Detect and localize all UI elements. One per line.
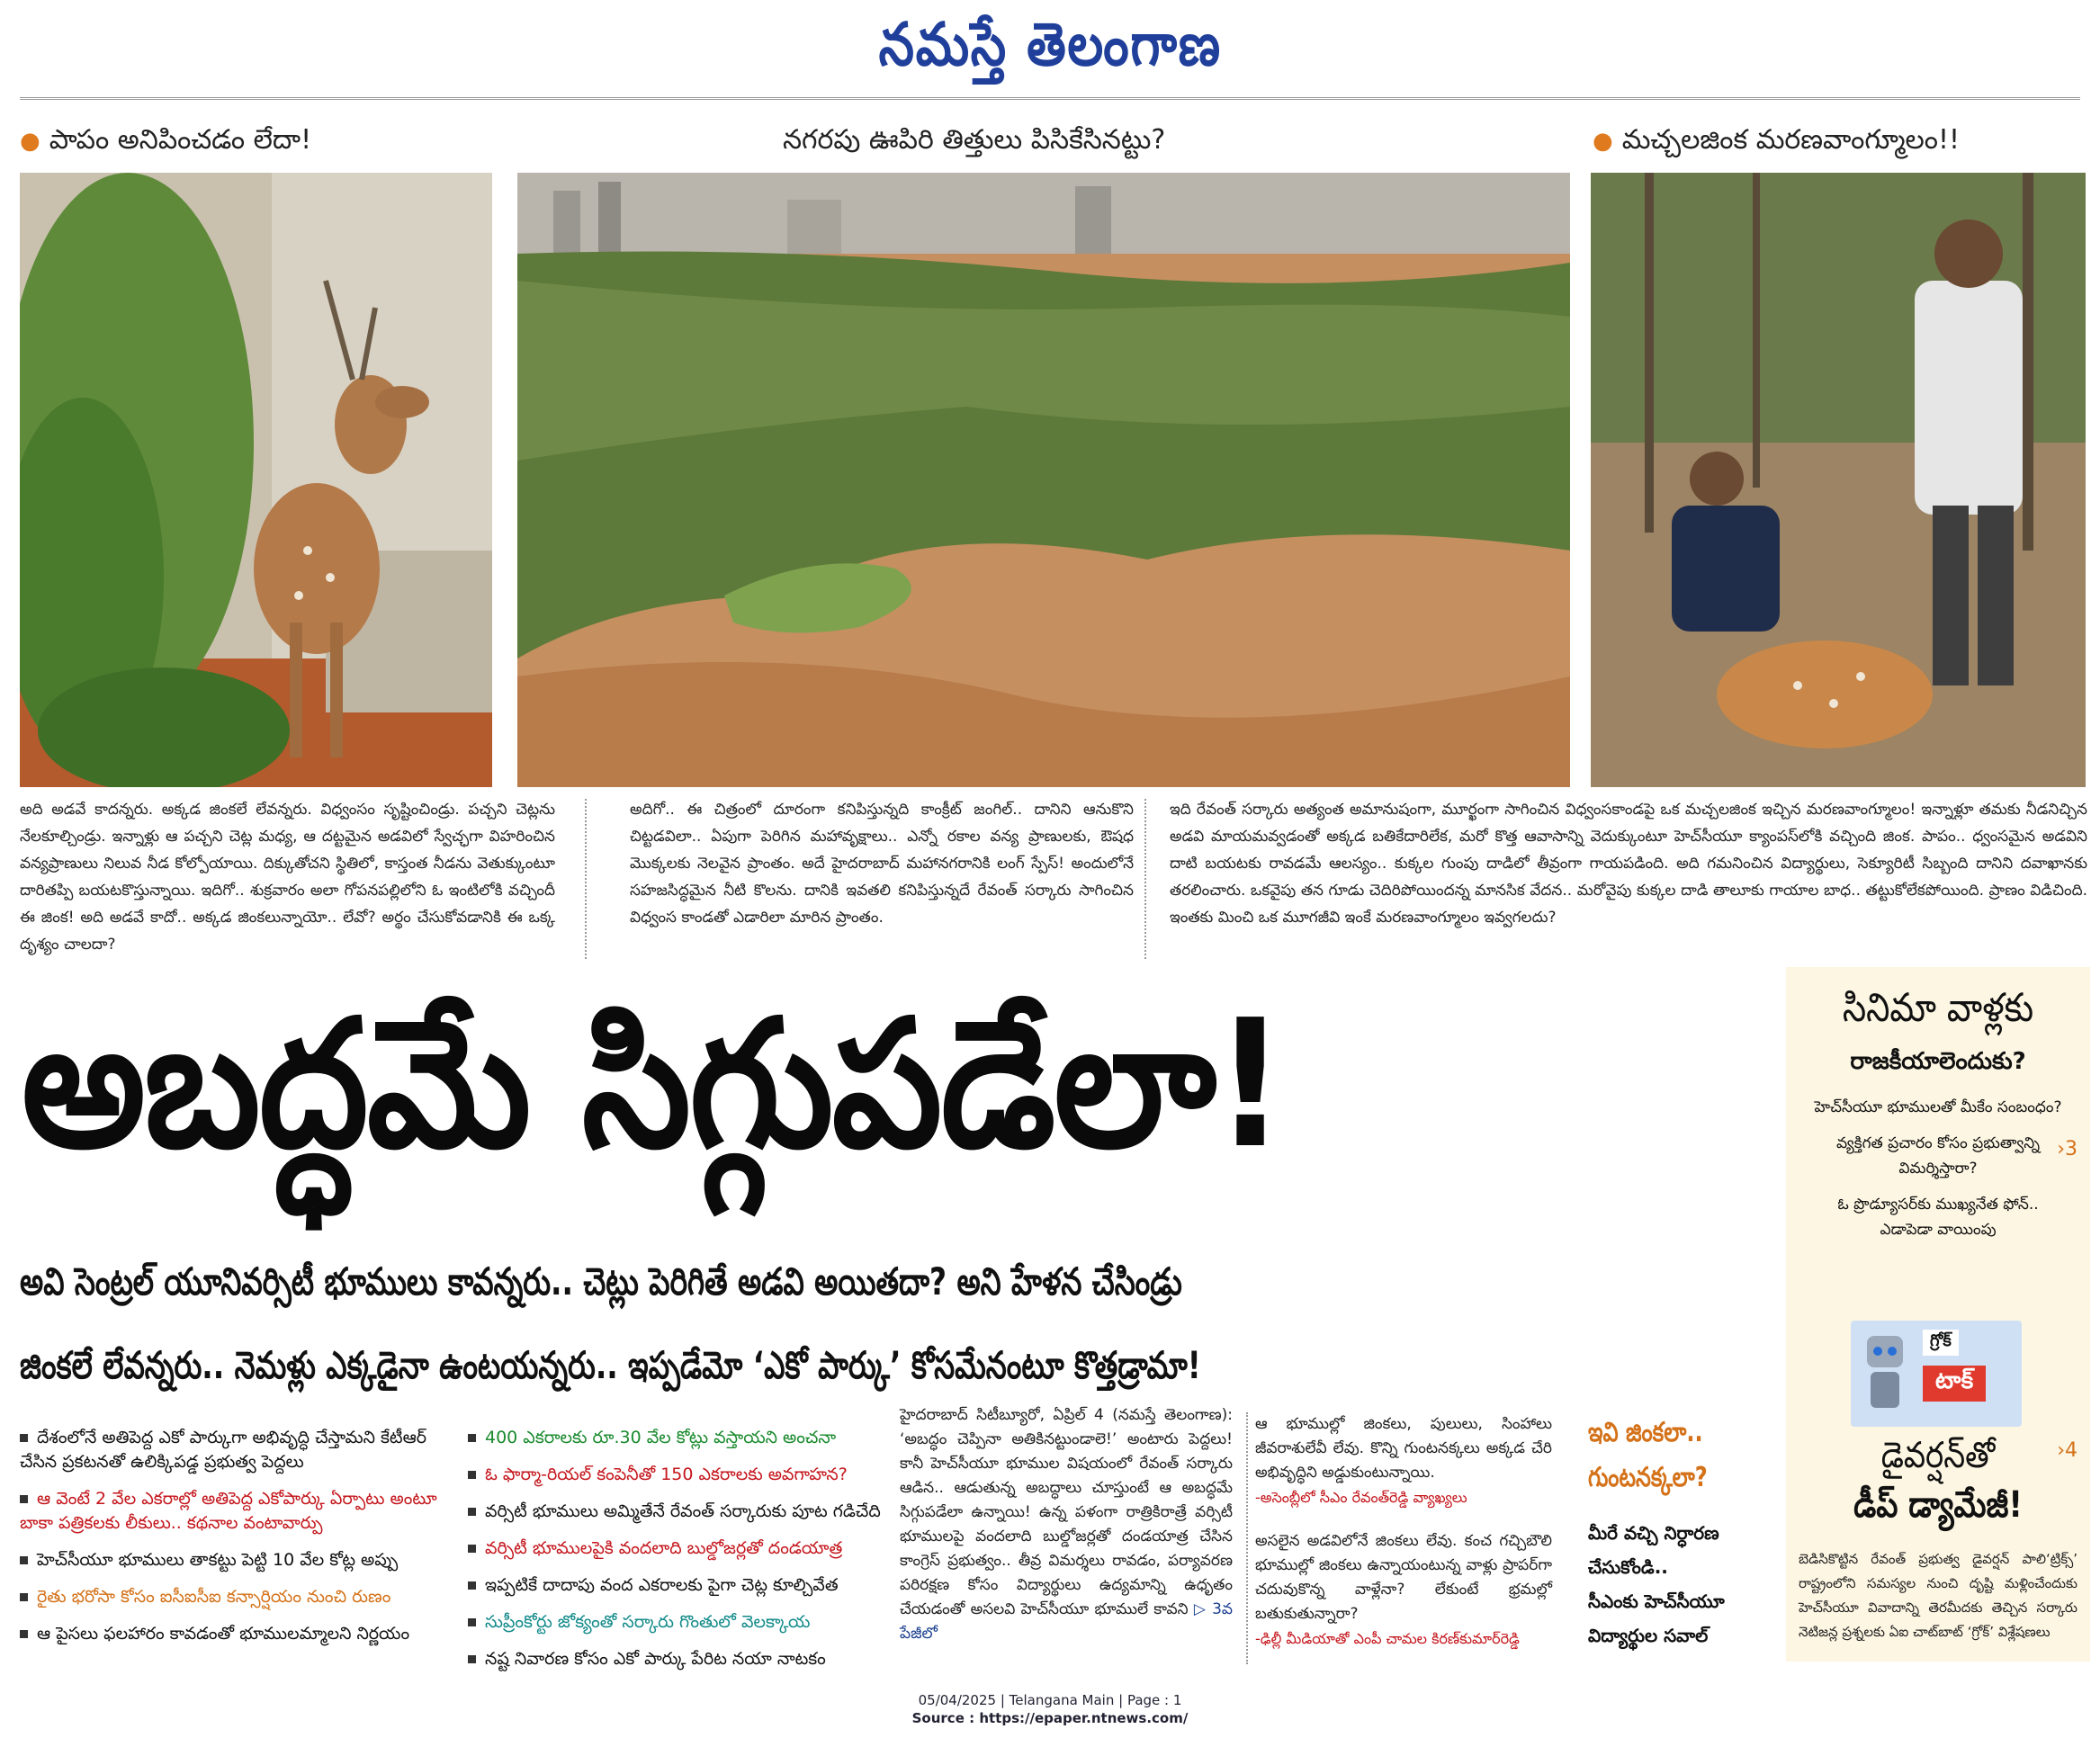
square-bullet-icon bbox=[20, 1495, 28, 1503]
quote-1-attribution: -అసెంబ్లీలో సీఎం రేవంత్‌రెడ్డి వ్యాఖ్యలు bbox=[1255, 1489, 1467, 1506]
right-sidebar bbox=[1786, 967, 2090, 1662]
page-footer bbox=[0, 1691, 2100, 1727]
sidebar-title-2b: డీప్ డ్యామేజీ! bbox=[1853, 1484, 2023, 1526]
quote-2-attribution: -ఢిల్లీ మీడియాతో ఎంపీ చామల కిరణ్‌కుమార్‌రెడ్డి bbox=[1255, 1630, 1520, 1647]
list-item: దేశంలోనే అతిపెద్ద ఎకో పార్కుగా అభివృద్ధి చేస్తామని కేటీఆర్ చేసిన ప్రకటనతో ఉలిక్కిపడ్డ ప్రభుత్వ పెద్దలు bbox=[20, 1428, 427, 1472]
square-bullet-icon bbox=[20, 1630, 28, 1638]
list-item: 400 ఎకరాలకు రూ.30 వేల కోట్లు వస్తాయని అంచనా bbox=[468, 1426, 909, 1450]
photo1-kicker: ● పాపం అనిపించడం లేదా! bbox=[20, 124, 312, 156]
photo3-kicker: ● మచ్చలజింక మరణవాంగ్మూలం!! bbox=[1593, 124, 1961, 156]
sidebar-title-2a: డైవర్షన్‌తో bbox=[1880, 1435, 1996, 1476]
sidebar-item: హెచ్‌సీయూ భూములతో మీకేం సంబంధం? bbox=[1814, 1098, 2062, 1116]
list-item: వర్సిటీ భూములపైకి వందలాది బుల్డోజర్లతో దండయాత్ర bbox=[468, 1536, 909, 1561]
main-headline: అబద్ధమే సిగ్గుపడేలా! bbox=[22, 982, 1285, 1187]
subhead-2: జింకలే లేవన్నరు.. నెమళ్లు ఎక్కడైనా ఉంటయన్నరు.. ఇప్పడేమో ‘ఎకో పార్కు’ కోసమేనంటూ కొత్తడ్రామా! bbox=[20, 1343, 1201, 1387]
square-bullet-icon bbox=[20, 1593, 28, 1601]
sidebar-item: వ్యక్తిగత ప్రచారం కోసం ప్రభుత్వాన్ని విమర్శిస్తారా? bbox=[1836, 1134, 2040, 1178]
column-divider bbox=[1144, 799, 1146, 959]
aerial-forest-photo bbox=[517, 173, 1570, 787]
challenge-box bbox=[1588, 1417, 1772, 1653]
sidebar-title: సినిమా వాళ్లకు bbox=[1842, 985, 2034, 1031]
page-ref-1: ›3 bbox=[2057, 1138, 2078, 1160]
footer-edition: 05/04/2025 | Telangana Main | Page : 1 bbox=[918, 1692, 1182, 1708]
square-bullet-icon bbox=[468, 1508, 476, 1516]
bullet-list-mid bbox=[468, 1426, 909, 1684]
square-bullet-icon bbox=[20, 1556, 28, 1564]
square-bullet-icon bbox=[468, 1581, 476, 1590]
box-text: మీరే వచ్చి నిర్ధారణ చేసుకోండి.. సీఎంకు హెచ్‌సీయూ విద్యార్థుల సవాల్ bbox=[1588, 1522, 1725, 1646]
list-item: ఆ పైసలు ఫలహారం కావడంతో భూములమ్మాలని నిర్ణయం bbox=[20, 1622, 461, 1646]
quote-2: అసలైన అడవిలోనే జింకలు లేవు. కంచ గచ్చిబౌలి భూముల్లో జింకలు ఉన్నాయంటున్న వాళ్లు ప్రాపర్‌గా చదువుకొన్న వాళ్లేనా? లేకుంటే భ్రమల్లో బతుకుతున్నారా? -ఢిల్లీ మీడియాతో ఎంపీ చామల కిరణ్‌కుమార్‌రెడ్డి bbox=[1255, 1529, 1552, 1651]
list-item: హెచ్‌సీయూ భూములు తాకట్టు పెట్టి 10 వేల కోట్ల అప్పు bbox=[20, 1548, 461, 1572]
spotted-deer-photo bbox=[20, 173, 492, 787]
square-bullet-icon bbox=[468, 1434, 476, 1442]
page-ref-2: ›4 bbox=[2057, 1439, 2078, 1462]
injured-deer-photo bbox=[1591, 173, 2086, 787]
square-bullet-icon bbox=[468, 1545, 476, 1553]
column-divider bbox=[1246, 1412, 1248, 1664]
masthead bbox=[0, 0, 2100, 97]
list-item: వర్సిటీ భూములు అమ్మితేనే రేవంత్ సర్కారుకు పూట గడిచేది bbox=[468, 1500, 909, 1524]
list-item: రైతు భరోసా కోసం ఐసీఐసీఐ కన్సార్షియం నుంచి రుణం bbox=[20, 1585, 461, 1609]
grok-talk-badge: గ్రోక్ టాక్ bbox=[1851, 1321, 2022, 1427]
sidebar-subtitle: రాజకీయాలెందుకు? bbox=[1850, 1048, 2026, 1075]
bullet-list-left bbox=[20, 1426, 461, 1659]
newspaper-logo: నమస్తే తెలంగాణ bbox=[878, 9, 1222, 79]
sidebar-body-2: బెడిసికొట్టిన రేవంత్ ప్రభుత్వ డైవర్షన్ పాలి‘ట్రిక్స్’ రాష్ట్రంలోని సమస్యల నుంచి దృష్టి మళ్లించేందుకు హెచ్‌సీయూ వివాదాన్ని తెరమీదకు తెచ్చిన సర్కారు నెటిజన్ల ప్రశ్నలకు ఏఐ చాట్‌బాట్ ‘గ్రోక్’ విశ్లేషణలు bbox=[1799, 1551, 2078, 1640]
list-item: ఆ వెంటే 2 వేల ఎకరాల్లో అతిపెద్ద ఎకోపార్కు ఏర్పాటు అంటూ బాకా పత్రికలకు లీకులు.. కథనాల వంటావార్పు bbox=[20, 1489, 437, 1533]
bullet-dot-icon: ● bbox=[20, 128, 40, 155]
photo1-caption: అది అడవే కాదన్నరు. అక్కడ జింకలే లేవన్నరు. విధ్వంసం సృష్టించిండ్రు. పచ్చని చెట్లను నేలకూల్చిండ్రు. ఇన్నాళ్లు ఆ పచ్చని చెట్ల మధ్య, ఆ దట్టమైన అడవిలో స్వేచ్ఛగా విహరించిన వన్యప్రాణులు నిలువ నీడ కోల్పోయాయి. దిక్కుతోచని స్థితిలో, కాస్తంత నీడను వెతుక్కుంటూ దారితప్పి బయటకొస్తున్నాయి. ఇదిగో.. శుక్రవారం అలా గోపనపల్లిలోని ఓ ఇంటిలోకి వచ్చిందీ ఈ జింక! అది అడవే కాదో.. అక్కడ జింకలున్నాయో.. లేవో? అర్థం చేసుకోవడానికి ఈ ఒక్క దృశ్యం చాలదా? bbox=[20, 801, 555, 954]
masthead-rule bbox=[20, 97, 2080, 100]
square-bullet-icon bbox=[468, 1655, 476, 1663]
bullet-dot-icon: ● bbox=[1593, 128, 1613, 155]
quote-1: ఆ భూముల్లో జింకలు, పులులు, సింహాలు జీవరాశులేవీ లేవు. కొన్ని గుంటనక్కలు అక్కడ చేరి అభివృద్ధిని అడ్డుకుంటున్నాయి. -అసెంబ్లీలో సీఎం రేవంత్‌రెడ్డి వ్యాఖ్యలు bbox=[1255, 1412, 1552, 1510]
robot-icon bbox=[1858, 1331, 1912, 1412]
box-question-1: ఇవి జింకలా.. bbox=[1588, 1417, 1703, 1448]
list-item: ఇప్పటికే దాదాపు వంద ఎకరాలకు పైగా చెట్ల కూల్చివేత bbox=[468, 1573, 909, 1598]
list-item: నష్ట నివారణ కోసం ఎకో పార్కు పేరిట నయా నాటకం bbox=[468, 1647, 909, 1671]
photo2-caption: అదిగో.. ఈ చిత్రంలో దూరంగా కనిపిస్తున్నది కాంక్రీట్ జంగిల్.. దానిని ఆనుకొని చిట్టడవిలా.. ఏపుగా పెరిగిన మహావృక్షాలు.. ఎన్నో రకాల వన్య ప్రాణులకు, ఔషధ మొక్కలకు నెలవైన ప్రాంతం. అదే హైదరాబాద్ మహానగరానికి లంగ్ స్పేస్! అందులోనే సహజసిద్ధమైన నీటి కొలను. దానికి ఇవతలి కనిపిస్తున్నదే రేవంత్ సర్కారు సాగించిన విధ్వంస కాండతో ఎడారిలా మారిన ప్రాంతం. bbox=[630, 801, 1134, 927]
photo2-kicker: నగరపు ఊపిరి తిత్తులు పిసికేసినట్టు? bbox=[783, 124, 1166, 156]
story-body: హైదరాబాద్ సిటీబ్యూరో, ఏప్రిల్ 4 (నమస్తే తెలంగాణ): ‘అబద్ధం చెప్పినా అతికినట్టుండాలె!’ అంటారు పెద్దలు! కానీ హెచ్‌సీయూ భూముల విషయంలో రేవంత్ సర్కారు ఆడిన.. ఆడుతున్న అబద్ధాలు చూస్తుంటే ఆ అబద్ధమే సిగ్గుపడేలా ఉన్నాయి! ఉన్న పళంగా రాత్రికిరాత్రే వర్సిటీ భూములపై వందలాది బుల్డోజర్లతో దండయాత్ర చేసిన కాంగ్రెస్ ప్రభుత్వం.. తీవ్ర విమర్శలు రావడం, పర్యావరణ పరిరక్షణ కోసం విద్యార్థులు ఉద్యమాన్ని ఉధృతం చేయడంతో అసలవి హెచ్‌సీయూ భూములే కావని ▷ 3వ పేజీలో bbox=[900, 1406, 1233, 1643]
subhead-1: అవి సెంట్రల్ యూనివర్సిటీ భూములు కావన్నరు.. చెట్లు పెరిగితే అడవి అయితదా? అని హేళన చేసిండ్రు bbox=[20, 1259, 1182, 1304]
square-bullet-icon bbox=[468, 1471, 476, 1479]
square-bullet-icon bbox=[468, 1618, 476, 1626]
square-bullet-icon bbox=[20, 1434, 28, 1442]
list-item: సుప్రీంకోర్టు జోక్యంతో సర్కారు గొంతులో వెలక్కాయ bbox=[468, 1610, 909, 1635]
column-divider bbox=[585, 799, 587, 959]
list-item: ఓ ఫార్మా-రియల్ కంపెనీతో 150 ఎకరాలకు అవగాహన? bbox=[468, 1463, 909, 1487]
photo3-caption: ఇది రేవంత్ సర్కారు అత్యంత అమానుషంగా, మూర్ఖంగా సాగించిన విధ్వంసకాండపై ఒక మచ్చలజింక ఇచ్చిన మరణవాంగ్మూలం! ఇన్నాళ్లూ తమకు నీడనిచ్చిన అడవి మాయమవ్వడంతో అక్కడ బతికేదారిలేక, మరో కొత్త ఆవాసాన్ని వెదుక్కుంటూ హెచ్‌సీయూ క్యాంపస్‌లోకి వచ్చింది జింక. పాపం.. ధ్వంసమైన అడవిని దాటి బయటకు రావడమే ఆలస్యం.. కుక్కల గుంపు దాడిలో తీవ్రంగా గాయపడింది. అది గమనించిన విద్యార్థులు, సెక్యూరిటీ సిబ్బంది దానిని దవాఖానకు తరలించారు. ఒకవైపు తన గూడు చెదిరిపోయిందన్న మానసిక వేదన.. మరోవైపు కుక్కల దాడి తాలూకు గాయాల బాధ.. తట్టుకోలేకపోయింది. ప్రాణం విడిచింది. ఇంతకు మించి ఒక మూగజీవి ఇంకే మరణవాంగ్మూలం ఇవ్వగలదు? bbox=[1170, 801, 2087, 927]
page-jump: ▷ 3వ పేజీలో bbox=[900, 1600, 1233, 1643]
box-question-2: గుంటనక్కలా? bbox=[1588, 1462, 1708, 1493]
sidebar-item: ఓ ప్రొడ్యూసర్‌కు ముఖ్యనేత ఫోన్.. ఎడాపెడా వాయింపు bbox=[1837, 1196, 2039, 1239]
footer-source: Source : https://epaper.ntnews.com/ bbox=[911, 1710, 1189, 1726]
